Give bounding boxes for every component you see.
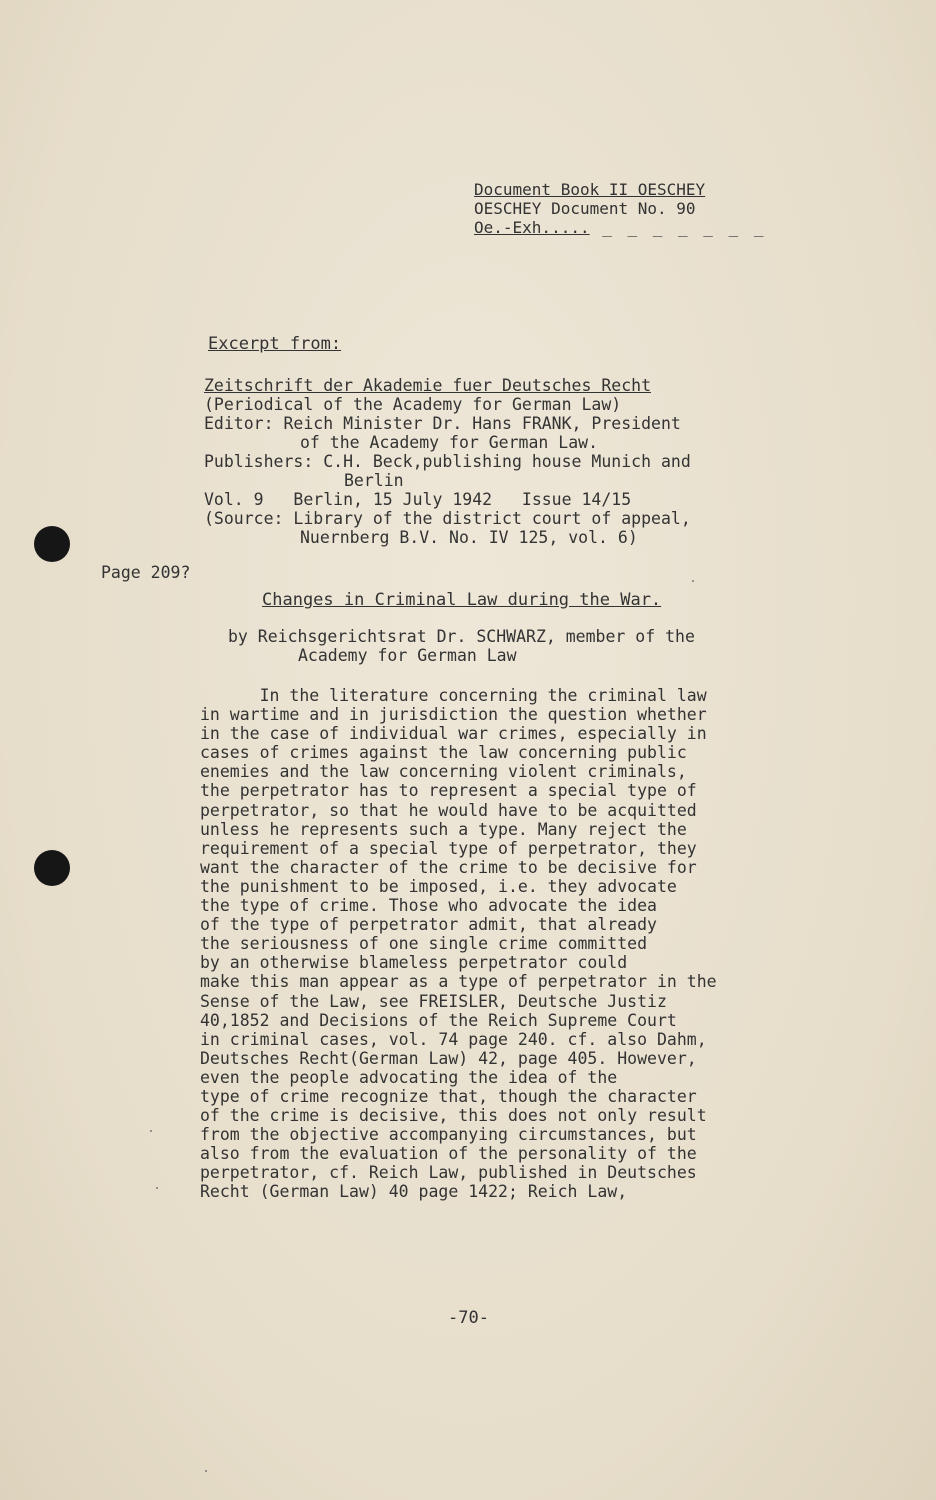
body-line: In the literature concerning the criminal law bbox=[200, 686, 707, 705]
source-line: Vol. 9 Berlin, 15 July 1942 Issue 14/15 bbox=[204, 490, 632, 509]
body-line: make this man appear as a type of perpetrator in the bbox=[200, 972, 717, 992]
paper-speck bbox=[692, 580, 694, 582]
body-line: want the character of the crime to be decisive for bbox=[200, 857, 697, 877]
body-line: the punishment to be imposed, i.e. they advocate bbox=[200, 876, 677, 896]
body-line: enemies and the law concerning violent criminals, bbox=[200, 762, 687, 782]
paper-speck bbox=[205, 1470, 207, 1472]
body-line: of the type of perpetrator admit, that already bbox=[200, 915, 657, 935]
article-title: Changes in Criminal Law during the War. bbox=[262, 590, 662, 610]
body-line: perpetrator, so that he would have to be acquitted bbox=[200, 800, 697, 820]
body-line: by an otherwise blameless perpetrator could bbox=[200, 953, 628, 973]
body-paragraph bbox=[200, 686, 810, 1202]
body-line: perpetrator, cf. Reich Law, published in Deutsches bbox=[200, 1163, 697, 1183]
source-line: (Source: Library of the district court of appeal, bbox=[204, 509, 691, 528]
byline-line-1: by Reichsgerichtsrat Dr. SCHWARZ, member of the bbox=[228, 627, 695, 646]
body-line: in wartime and in jurisdiction the question whether bbox=[200, 705, 707, 725]
header-line-3 bbox=[474, 218, 774, 237]
source-line: Editor: Reich Minister Dr. Hans FRANK, President bbox=[204, 414, 681, 433]
excerpt-label: Excerpt from: bbox=[208, 334, 342, 354]
body-line: cases of crimes against the law concerning public bbox=[200, 743, 687, 763]
source-line: Nuernberg B.V. No. IV 125, vol. 6) bbox=[300, 528, 638, 547]
punch-hole-top bbox=[34, 526, 70, 562]
source-line: Publishers: C.H. Beck,publishing house Munich and bbox=[204, 452, 691, 471]
paper-speck bbox=[150, 1130, 152, 1132]
byline bbox=[228, 627, 828, 665]
source-line: of the Academy for German Law. bbox=[300, 433, 599, 452]
body-line: in the case of individual war crimes, especially in bbox=[200, 724, 707, 744]
body-line: of the crime is decisive, this does not only result bbox=[200, 1106, 707, 1126]
body-line: 40,1852 and Decisions of the Reich Supreme Court bbox=[200, 1010, 677, 1030]
page-number: -70- bbox=[448, 1308, 489, 1328]
body-line: requirement of a special type of perpetrator, they bbox=[200, 838, 697, 858]
document-header bbox=[474, 180, 774, 237]
body-line: from the objective accompanying circumstances, but bbox=[200, 1125, 697, 1145]
body-line: also from the evaluation of the personality of the bbox=[200, 1144, 697, 1164]
paper-speck bbox=[156, 1187, 158, 1189]
source-line: Berlin bbox=[344, 471, 404, 490]
body-line: in criminal cases, vol. 74 page 240. cf. also Dahm, bbox=[200, 1029, 707, 1049]
source-line: Zeitschrift der Akademie fuer Deutsches Recht bbox=[204, 376, 652, 395]
punch-hole-bottom bbox=[34, 850, 70, 886]
body-line: the perpetrator has to represent a special type of bbox=[200, 781, 697, 801]
body-line: Sense of the Law, see FREISLER, Deutsche Justiz bbox=[200, 991, 667, 1011]
source-line: (Periodical of the Academy for German Law) bbox=[204, 395, 622, 414]
body-line: the seriousness of one single crime committed bbox=[200, 934, 648, 954]
body-line: the type of crime. Those who advocate the idea bbox=[200, 896, 657, 916]
body-line: type of crime recognize that, though the character bbox=[200, 1086, 697, 1106]
exhibit-number: Oe.-Exh..... bbox=[474, 218, 590, 237]
header-line-1: Document Book II OESCHEY bbox=[474, 180, 706, 199]
blank-line: _ _ _ _ _ _ _ bbox=[589, 218, 767, 237]
source-block bbox=[204, 376, 824, 547]
body-line: even the people advocating the idea of the bbox=[200, 1067, 618, 1087]
body-line: unless he represents such a type. Many reject the bbox=[200, 819, 687, 839]
header-line-2: OESCHEY Document No. 90 bbox=[474, 199, 696, 218]
body-line: Deutsches Recht(German Law) 42, page 405. However, bbox=[200, 1048, 697, 1068]
body-line: Recht (German Law) 40 page 1422; Reich Law, bbox=[200, 1182, 628, 1202]
byline-line-2: Academy for German Law bbox=[298, 646, 517, 665]
page-reference: Page 209? bbox=[101, 563, 191, 582]
